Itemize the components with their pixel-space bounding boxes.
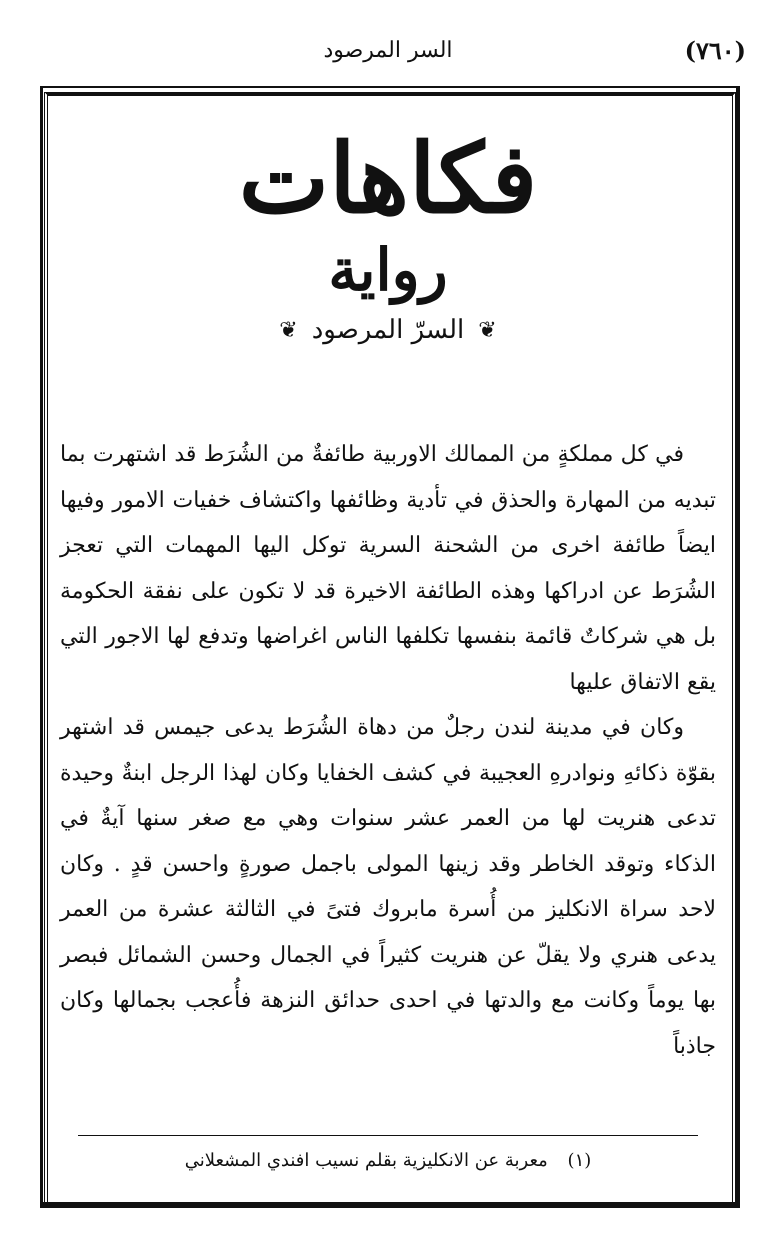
paragraph-1: في كل مملكةٍ من الممالك الاوربية طائفةٌ من الشُرَط قد اشتهرت بما تبديه من المهارة والحذق في تأدية وظائفها واكتشاف خفيات الامور وفيها ايضاً طائفة اخرى من الشحنة السرية توكل اليها المهمات التي تعجز الشُرَط عن ادراكها وهذه الطائفة الاخيرة قد لا تكون على نفقة الحكومة بل هي شركاتٌ قائمة بنفسها تكلفها الناس اغراضها وتدفع لها الاجور التي يقع الاتفاق عليها	[60, 442, 716, 695]
frame-top-rule	[40, 86, 740, 88]
paragraph-2: وكان في مدينة لندن رجلٌ من دهاة الشُرَط يدعى جيمس قد اشتهر بقوّة ذكائهِ ونوادرهِ العجيبة في كشف الخفايا وكان لهذا الرجل ابنةٌ وحيدة تدعى هنريت لها من العمر عشر سنوات وهي مع صغر سنها آيةٌ في الذكاء وتوقد الخاطر وقد زينها المولى باجمل صورةٍ واحسن قدٍ . وكان لاحد سراة الانكليز من أُسرة مابروك فتىً في الثالثة عشرة من العمر يدعى هنري ولا يقلّ عن هنريت كثيراً في الجمال وحسن الشمائل فبصر بها يوماً وكانت مع والدتها في احدى حدائق النزهة فأُعجب بجمالها وكان جاذباً	[60, 715, 716, 1059]
title-block	[60, 120, 716, 345]
footnote-text: معربة عن الانكليزية بقلم نسيب افندي المشعلاني	[184, 1150, 548, 1171]
section-title: رواية	[328, 235, 448, 304]
article-body	[60, 432, 716, 1069]
frame-bottom-rule	[40, 1202, 740, 1208]
frame-right-rule	[736, 88, 740, 1208]
running-title: السر المرصود	[323, 38, 453, 63]
ornament-right-icon: ❦	[478, 317, 497, 343]
ornament-left-icon: ❦	[279, 317, 298, 343]
page-number: (٧٦٠)	[684, 36, 746, 65]
footnote-divider	[78, 1135, 698, 1136]
footnote-number: (١)	[567, 1150, 592, 1171]
story-title-row	[60, 315, 716, 345]
story-title: السرّ المرصود	[311, 315, 465, 346]
frame-left-rule	[40, 88, 43, 1208]
footnote	[70, 1150, 706, 1171]
page-header	[30, 22, 746, 82]
magazine-title: فكاهات	[238, 122, 538, 235]
